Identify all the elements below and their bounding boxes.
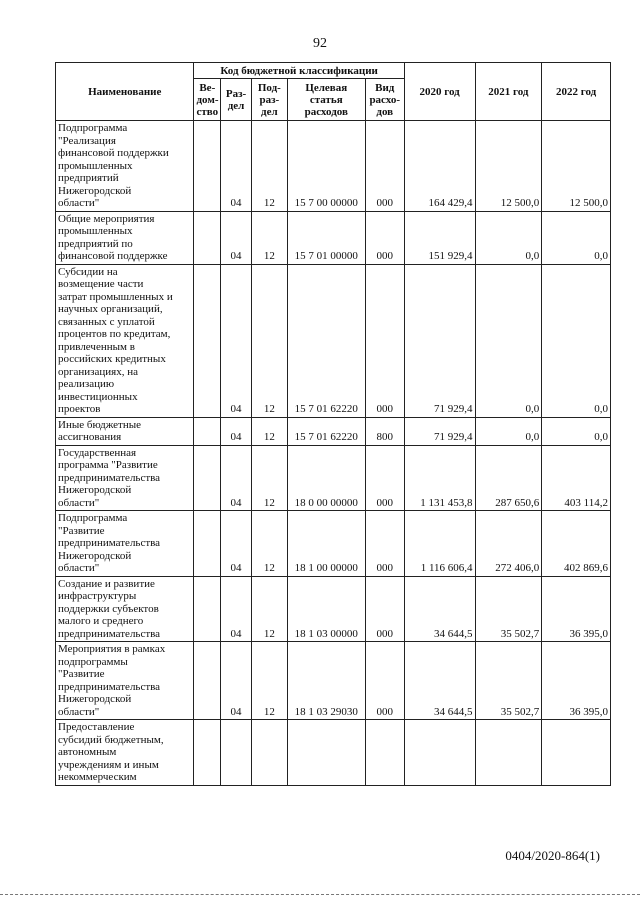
row-value-2022: 0,0 — [542, 264, 611, 417]
header-2021: 2021 год — [475, 63, 542, 121]
table-row — [56, 642, 611, 720]
header-podrazdel: Под- раз- дел — [251, 79, 287, 121]
row-podrazdel: 12 — [251, 264, 287, 417]
table-row — [56, 511, 611, 577]
row-expense-kind: 000 — [365, 211, 404, 264]
row-target-article: 15 7 01 62220 — [287, 417, 365, 445]
row-podrazdel — [251, 720, 287, 786]
header-kind: Вид расхо- дов — [365, 79, 404, 121]
row-value-2022 — [542, 720, 611, 786]
row-name: Подпрограмма "Реализация финансовой поддержки промышленных предприятий Нижегородской области" — [56, 121, 194, 212]
row-value-2022: 0,0 — [542, 417, 611, 445]
row-podrazdel: 12 — [251, 576, 287, 642]
header-2022: 2022 год — [542, 63, 611, 121]
header-name: Наименование — [56, 63, 194, 121]
row-vedomstvo — [194, 264, 221, 417]
row-name: Иные бюджетные ассигнования — [56, 417, 194, 445]
row-razdel — [221, 720, 252, 786]
row-value-2021: 0,0 — [475, 211, 542, 264]
row-value-2020: 34 644,5 — [404, 576, 475, 642]
row-target-article: 18 1 00 00000 — [287, 511, 365, 577]
row-value-2021 — [475, 720, 542, 786]
budget-table — [55, 62, 611, 786]
row-name: Мероприятия в рамках подпрограммы "Развитие предпринимательства Нижегородской области" — [56, 642, 194, 720]
bottom-divider — [0, 894, 640, 895]
row-expense-kind: 000 — [365, 121, 404, 212]
row-value-2021: 35 502,7 — [475, 576, 542, 642]
row-value-2021: 0,0 — [475, 264, 542, 417]
row-expense-kind — [365, 720, 404, 786]
row-vedomstvo — [194, 211, 221, 264]
row-value-2020: 71 929,4 — [404, 417, 475, 445]
row-vedomstvo — [194, 511, 221, 577]
row-razdel: 04 — [221, 511, 252, 577]
row-podrazdel: 12 — [251, 211, 287, 264]
table-row — [56, 264, 611, 417]
row-name: Общие мероприятия промышленных предприятий по финансовой поддержке — [56, 211, 194, 264]
row-value-2020: 151 929,4 — [404, 211, 475, 264]
row-value-2020 — [404, 720, 475, 786]
row-value-2021: 35 502,7 — [475, 642, 542, 720]
row-vedomstvo — [194, 445, 221, 511]
row-vedomstvo — [194, 576, 221, 642]
row-name: Подпрограмма "Развитие предпринимательства Нижегородской области" — [56, 511, 194, 577]
row-value-2022: 402 869,6 — [542, 511, 611, 577]
row-value-2022: 0,0 — [542, 211, 611, 264]
row-expense-kind: 000 — [365, 511, 404, 577]
row-name: Государственная программа "Развитие предпринимательства Нижегородской области" — [56, 445, 194, 511]
header-2020: 2020 год — [404, 63, 475, 121]
row-podrazdel: 12 — [251, 511, 287, 577]
row-target-article — [287, 720, 365, 786]
header-target: Целевая статья расходов — [287, 79, 365, 121]
row-value-2021: 287 650,6 — [475, 445, 542, 511]
row-value-2020: 1 131 453,8 — [404, 445, 475, 511]
row-razdel: 04 — [221, 642, 252, 720]
row-name: Создание и развитие инфраструктуры поддержки субъектов малого и среднего предпринимательства — [56, 576, 194, 642]
row-name: Субсидии на возмещение части затрат промышленных и научных организаций, связанных с уплатой процентов по кредитам, привлеченным в российских кредитных организациях, на реализацию инвестиционных проектов — [56, 264, 194, 417]
row-expense-kind: 000 — [365, 445, 404, 511]
row-value-2021: 272 406,0 — [475, 511, 542, 577]
row-razdel: 04 — [221, 445, 252, 511]
row-razdel: 04 — [221, 264, 252, 417]
document-code: 0404/2020-864(1) — [505, 848, 600, 863]
table-row — [56, 417, 611, 445]
table-row — [56, 211, 611, 264]
row-vedomstvo — [194, 642, 221, 720]
row-value-2022: 36 395,0 — [542, 642, 611, 720]
row-value-2020: 71 929,4 — [404, 264, 475, 417]
row-target-article: 15 7 01 62220 — [287, 264, 365, 417]
row-target-article: 15 7 01 00000 — [287, 211, 365, 264]
header-razdel: Раз- дел — [221, 79, 252, 121]
table-row — [56, 445, 611, 511]
row-target-article: 15 7 00 00000 — [287, 121, 365, 212]
table-row — [56, 720, 611, 786]
page-number: 92 — [313, 36, 327, 51]
row-expense-kind: 000 — [365, 642, 404, 720]
row-value-2020: 164 429,4 — [404, 121, 475, 212]
row-value-2020: 1 116 606,4 — [404, 511, 475, 577]
row-razdel: 04 — [221, 576, 252, 642]
row-razdel: 04 — [221, 417, 252, 445]
row-value-2021: 0,0 — [475, 417, 542, 445]
row-expense-kind: 000 — [365, 264, 404, 417]
row-razdel: 04 — [221, 211, 252, 264]
row-target-article: 18 1 03 00000 — [287, 576, 365, 642]
row-podrazdel: 12 — [251, 417, 287, 445]
table-row — [56, 121, 611, 212]
row-vedomstvo — [194, 720, 221, 786]
row-vedomstvo — [194, 417, 221, 445]
header-vedomstvo: Ве- дом- ство — [194, 79, 221, 121]
row-podrazdel: 12 — [251, 121, 287, 212]
row-value-2022: 36 395,0 — [542, 576, 611, 642]
row-target-article: 18 0 00 00000 — [287, 445, 365, 511]
row-vedomstvo — [194, 121, 221, 212]
row-value-2022: 403 114,2 — [542, 445, 611, 511]
row-target-article: 18 1 03 29030 — [287, 642, 365, 720]
row-name: Предоставление субсидий бюджетным, автономным учреждениям и иным некоммерческим — [56, 720, 194, 786]
row-value-2021: 12 500,0 — [475, 121, 542, 212]
row-value-2022: 12 500,0 — [542, 121, 611, 212]
row-razdel: 04 — [221, 121, 252, 212]
row-expense-kind: 000 — [365, 576, 404, 642]
table-row — [56, 576, 611, 642]
row-expense-kind: 800 — [365, 417, 404, 445]
row-value-2020: 34 644,5 — [404, 642, 475, 720]
row-podrazdel: 12 — [251, 642, 287, 720]
header-classification-group: Код бюджетной классификации — [194, 63, 404, 79]
row-podrazdel: 12 — [251, 445, 287, 511]
